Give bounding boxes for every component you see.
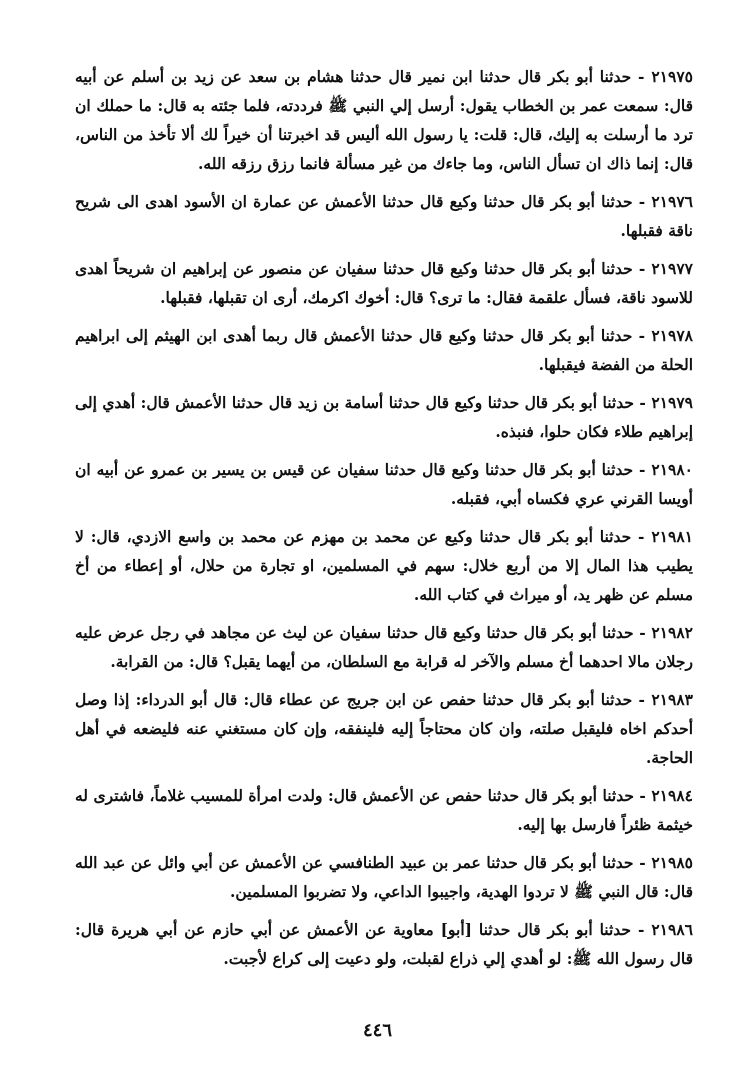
hadith-text: - حدثنا أبو بكر قال حدثنا [أبو] معاوية عن الأعمش عن أبي حازم عن أبي هريرة قال: قال رسول الله ﷺ: لو أهدي إلي ذراع لقبلت، ولو دعيت إلى كراع لأجبت. [75, 920, 693, 968]
hadith-number: ٢١٩٧٥ [651, 67, 693, 86]
hadith-number: ٢١٩٧٧ [651, 259, 693, 278]
hadith-text: - حدثنا أبو بكر قال حدثنا وكيع قال حدثنا الأعمش قال ربما أهدى ابن الهيثم إلى ابراهيم الحلة من الفضة فيقبلها. [75, 326, 693, 374]
hadith-number: ٢١٩٨٦ [651, 920, 693, 939]
hadith-number: ٢١٩٨٥ [651, 853, 693, 872]
hadith-text: - حدثنا أبو بكر قال حدثنا حفص عن ابن جريج عن عطاء قال: قال أبو الدرداء: إذا وصل أحدكم اخاه فليقبل صلته، وان كان محتاجاً إليه فلينفقه، وإن كان مستغني عنه فليضعه في أهل الحاجة. [75, 690, 693, 767]
hadith-entry [75, 685, 693, 772]
hadith-entry [75, 455, 693, 513]
hadith-number: ٢١٩٧٦ [651, 192, 693, 211]
hadith-text: - حدثنا أبو بكر قال حدثنا وكيع قال حدثنا سفيان عن ليث عن مجاهد في رجل عرض عليه رجلان مالا احدهما أخ مسلم والآخر له قرابة مع السلطان، من أيهما يقبل؟ قال: من القرابة. [75, 623, 693, 671]
hadith-text: - حدثنا أبو بكر قال حدثنا عمر بن عبيد الطنافسي عن الأعمش عن أبي وائل عن عبد الله قال: قال النبي ﷺ لا تردوا الهدية، واجيبوا الداعي، ولا تضربوا المسلمين. [75, 853, 693, 901]
hadith-entry [75, 187, 693, 245]
page-number: ٤٤٦ [362, 1020, 392, 1041]
hadith-text: - حدثنا أبو بكر قال حدثنا حفص عن الأعمش قال: ولدت امرأة للمسيب غلاماً، فاشترى له خيثمة ظئراً فارسل بها إليه. [75, 786, 693, 834]
hadith-entry [75, 321, 693, 379]
hadith-text: - حدثنا أبو بكر قال حدثنا وكيع قال حدثنا الأعمش عن عمارة ان الأسود اهدى الى شريح ناقة فقبلها. [75, 192, 693, 240]
hadith-text: - حدثنا أبو بكر قال حدثنا وكيع قال حدثنا سفيان عن منصور عن إبراهيم ان شريحاً اهدى للاسود ناقة، فسأل علقمة فقال: ما ترى؟ قال: أخوك اكرمك، أرى ان تقبلها، فقبلها. [75, 259, 693, 307]
hadith-entry [75, 388, 693, 446]
hadith-number: ٢١٩٨٣ [651, 690, 693, 709]
document-body [75, 62, 693, 979]
hadith-entry [75, 254, 693, 312]
hadith-number: ٢١٩٨٤ [651, 786, 693, 805]
hadith-text: - حدثنا أبو بكر قال حدثنا وكيع قال حدثنا أسامة بن زيد قال حدثنا الأعمش قال: أهدي إلى إبراهيم طلاء فكان حلوا، فنبذه. [75, 393, 693, 441]
hadith-entry [75, 62, 693, 178]
hadith-entry [75, 848, 693, 906]
hadith-entry [75, 618, 693, 676]
hadith-entry [75, 915, 693, 973]
hadith-number: ٢١٩٨١ [651, 527, 693, 546]
hadith-number: ٢١٩٧٨ [651, 326, 693, 345]
hadith-text: - حدثنا أبو بكر قال حدثنا وكيع قال حدثنا سفيان عن قيس بن يسير بن عمرو عن أبيه ان أويسا القرني عري فكساه أبي، فقبله. [75, 460, 693, 508]
hadith-number: ٢١٩٧٩ [651, 393, 693, 412]
hadith-text: - حدثنا أبو بكر قال حدثنا وكيع عن محمد بن مهزم عن محمد بن واسع الازدي، قال: لا يطيب هذا المال إلا من أربع خلال: سهم في المسلمين، او تجارة من حلال، أو إعطاء من أخ مسلم عن ظهر يد، أو ميراث في كتاب الله. [75, 527, 693, 604]
hadith-text: - حدثنا أبو بكر قال حدثنا ابن نمير قال حدثنا هشام بن سعد عن زيد بن أسلم عن أبيه قال: سمعت عمر بن الخطاب يقول: أرسل إلي النبي ﷺ فرددته، فلما جئته به قال: ما حملك ان ترد ما أرسلت به إليك، قال: قلت: يا رسول الله أليس قد اخبرتنا أن خيراً لك ألا تأخذ من الناس، قال: إنما ذاك ان تسأل الناس، وما جاءك من غير مسألة فانما رزق رزقه الله. [75, 67, 693, 173]
hadith-number: ٢١٩٨٠ [651, 460, 694, 479]
hadith-entry [75, 522, 693, 609]
hadith-entry [75, 781, 693, 839]
hadith-number: ٢١٩٨٢ [651, 623, 693, 642]
